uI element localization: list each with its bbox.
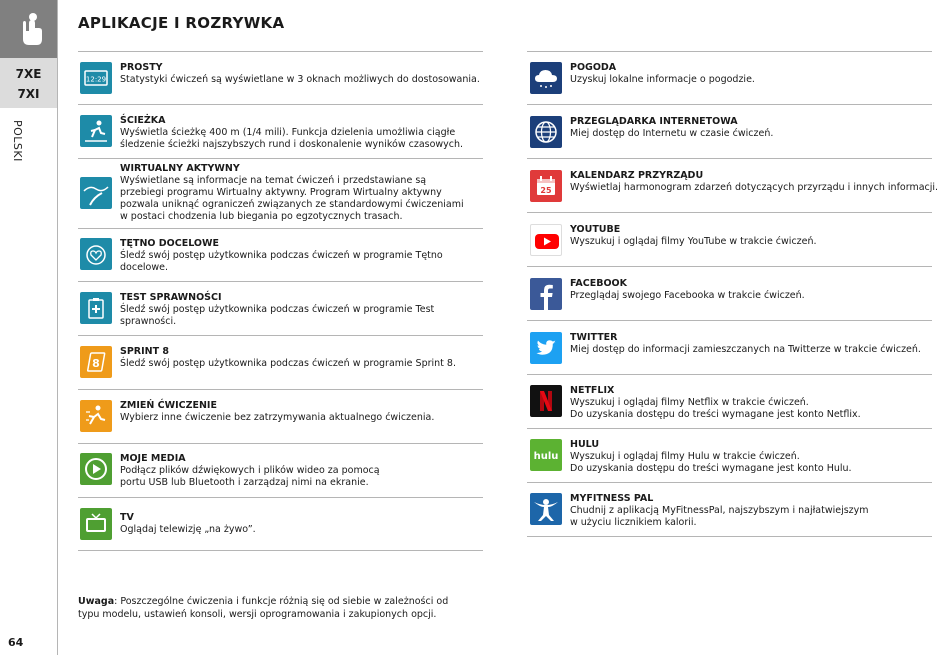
fitness-test-icon	[80, 292, 112, 324]
note	[78, 596, 478, 621]
change-workout-icon	[80, 400, 112, 432]
language-label: POLSKI	[11, 120, 24, 162]
globe-icon	[530, 116, 562, 148]
divider	[527, 51, 932, 52]
icon-text: 25	[540, 186, 552, 195]
item-description: Wyszukuj i oglądaj filmy Netflix w trakcie ćwiczeń.	[570, 397, 809, 408]
model-name: 7XE	[15, 67, 42, 81]
item-description: Śledź swój postęp użytkownika podczas ćwiczeń w programie Test sprawności.	[120, 304, 435, 327]
item-title: TEST SPRAWNOŚCI	[120, 292, 222, 303]
touch-hand-icon	[0, 0, 57, 58]
divider	[527, 158, 932, 159]
calendar-icon	[530, 170, 562, 202]
divider	[527, 536, 932, 537]
item-title: YOUTUBE	[570, 224, 621, 235]
divider	[527, 104, 932, 105]
item-description: Uzyskuj lokalne informacje o pogodzie.	[570, 74, 755, 85]
divider	[527, 320, 932, 321]
model-list	[0, 58, 57, 108]
item-title: PRZEGLĄDARKA INTERNETOWA	[570, 116, 738, 127]
note-text: typu modelu, ustawień konsoli, wersji oprogramowania i zakupionych opcji.	[78, 608, 437, 620]
divider	[78, 335, 483, 336]
item-title: HULU	[570, 439, 600, 450]
item-description: w użyciu licznikiem kalorii.	[570, 517, 697, 528]
twitter-icon	[530, 332, 562, 364]
divider	[527, 374, 932, 375]
item-title: POGODA	[570, 62, 617, 73]
item-description: Miej dostęp do Internetu w czasie ćwiczeń.	[570, 128, 774, 139]
divider	[527, 428, 932, 429]
clock-display-icon	[80, 62, 112, 94]
item-description: pozwala uniknąć ograniczeń związanych ze standardowymi ćwiczeniami	[120, 199, 464, 210]
item-title: PROSTY	[120, 62, 163, 73]
model-name: 7XI	[17, 87, 40, 101]
heart-target-icon	[80, 238, 112, 270]
item-description: Wyświetlane są informacje na temat ćwiczeń i przedstawiane są	[120, 175, 427, 186]
item-title: FACEBOOK	[570, 278, 627, 289]
side-tab	[0, 0, 58, 655]
item-title: ZMIEŃ ĆWICZENIE	[120, 400, 217, 411]
item-description: śledzenie ścieżki najszybszych rund i doskonalenie wyników czasowych.	[120, 139, 464, 150]
item-title: MYFITNESS PAL	[570, 493, 654, 504]
icon-text: 8	[92, 357, 100, 370]
divider	[527, 212, 932, 213]
item-description: Wyszukuj i oglądaj filmy Hulu w trakcie ćwiczeń.	[570, 451, 800, 462]
item-description: Oglądaj telewizję „na żywo”.	[120, 524, 256, 535]
divider	[78, 497, 483, 498]
item-title: TV	[120, 512, 134, 523]
myfitnesspal-icon	[530, 493, 562, 525]
netflix-icon	[530, 385, 562, 417]
item-description: przebiegi programu Wirtualny aktywny. Program Wirtualny aktywny	[120, 187, 442, 198]
item-title: KALENDARZ PRZYRZĄDU	[570, 170, 704, 181]
divider	[527, 266, 932, 267]
hulu-icon	[530, 439, 562, 471]
icon-text: hulu	[533, 451, 559, 462]
divider	[78, 51, 483, 52]
page-number: 64	[8, 636, 24, 649]
virtual-road-icon	[80, 177, 112, 209]
item-title: SPRINT 8	[120, 346, 170, 357]
note-text: : Poszczególne ćwiczenia i funkcje różnią się od siebie w zależności od	[114, 596, 449, 607]
divider	[78, 228, 483, 229]
item-title: TĘTNO DOCELOWE	[120, 238, 219, 249]
item-description: Wyświetla ścieżkę 400 m (1/4 mili). Funkcja dzielenia umożliwia ciągłe	[120, 127, 456, 138]
divider	[78, 389, 483, 390]
divider	[78, 443, 483, 444]
item-description: Do uzyskania dostępu do treści wymagane jest konto Hulu.	[570, 463, 852, 474]
weather-cloud-icon	[530, 62, 562, 94]
note-label: Uwaga	[78, 596, 115, 607]
item-description: w postaci chodzenia lub biegania po egzotycznych trasach.	[120, 211, 403, 222]
youtube-icon	[530, 224, 562, 256]
item-description: Do uzyskania dostępu do treści wymagane jest konto Netflix.	[570, 409, 861, 420]
item-description: Chudnij z aplikacją MyFitnessPal, najszybszym i najłatwiejszym	[570, 505, 869, 516]
item-description: Przeglądaj swojego Facebooka w trakcie ćwiczeń.	[570, 290, 805, 301]
track-runner-icon	[80, 115, 112, 147]
item-title: ŚCIEŻKA	[120, 115, 166, 126]
divider	[527, 482, 932, 483]
divider	[78, 281, 483, 282]
play-media-icon	[80, 453, 112, 485]
page-title: APLIKACJE I ROZRYWKA	[78, 14, 285, 32]
item-description: Statystyki ćwiczeń są wyświetlane w 3 oknach możliwych do dostosowania.	[120, 74, 480, 85]
item-title: TWITTER	[570, 332, 618, 343]
item-description: Śledź swój postęp użytkownika podczas ćwiczeń w programie Tętno docelowe.	[120, 250, 443, 273]
divider	[78, 550, 483, 551]
divider	[78, 158, 483, 159]
item-title: MOJE MEDIA	[120, 453, 186, 464]
item-description: Wyświetlaj harmonogram zdarzeń dotyczących przyrządu i innych informacji.	[570, 182, 939, 193]
sprint-8-icon	[80, 346, 112, 378]
item-title: NETFLIX	[570, 385, 615, 396]
item-description: Śledź swój postęp użytkownika podczas ćwiczeń w programie Sprint 8.	[120, 358, 456, 369]
divider	[78, 104, 483, 105]
item-title: WIRTUALNY AKTYWNY	[120, 163, 240, 174]
item-description: Miej dostęp do informacji zamieszczanych na Twitterze w trakcie ćwiczeń.	[570, 344, 921, 355]
item-description: Podłącz plików dźwiękowych i plików wideo za pomocą	[120, 465, 380, 476]
tv-icon	[80, 508, 112, 540]
icon-text: 12:29	[85, 75, 107, 84]
item-description: Wyszukuj i oglądaj filmy YouTube w trakcie ćwiczeń.	[570, 236, 817, 247]
item-description: Wybierz inne ćwiczenie bez zatrzymywania aktualnego ćwiczenia.	[120, 412, 435, 423]
facebook-icon	[530, 278, 562, 310]
item-description: portu USB lub Bluetooth i zarządzaj nimi na ekranie.	[120, 477, 369, 488]
